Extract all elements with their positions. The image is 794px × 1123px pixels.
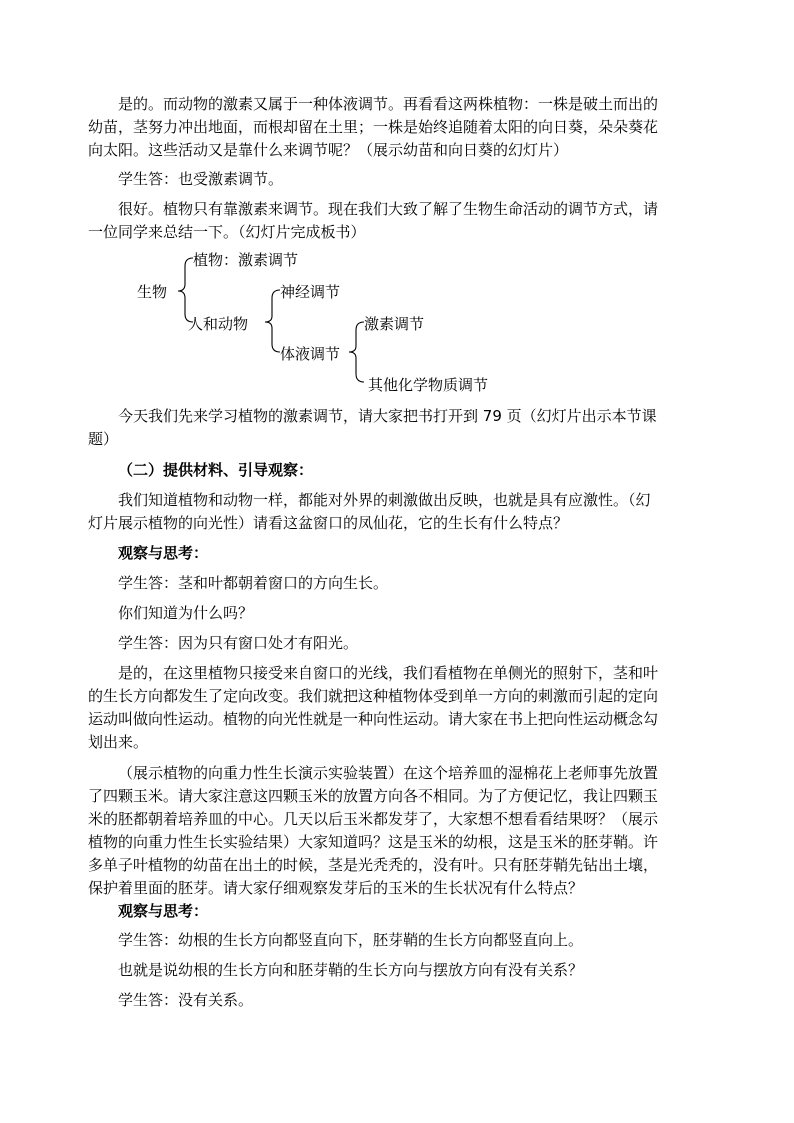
tree-plants-label: 植物：激素调节 (193, 251, 299, 269)
paragraph-10: （展示植物的向重力性生长演示实验装置）在这个培养皿的湿棉花上老师事先放置 了四颗玉米。请大家注意这四颗玉米的放置方向各不相同。为了方便记忆，我让四颗玉 米的胚都朝着培养皿的中心。几天以后玉米都发芽了，大家想不想看看结果呀？（展示 植物的向重力性生长实验结果）大家知道吗？这是玉米的幼根，这是玉米的胚芽鞘。许 多单子叶植物的幼苗在出土的时候，茎是光秃秃的，没有叶。只有胚芽鞘先钻出土壤， 保护着里面的胚芽。请大家仔细观察发芽后的玉米的生长状况有什么特点？ (88, 764, 659, 897)
paragraph-13: 学生答：没有关系。 (118, 991, 254, 1009)
paragraph-12: 也就是说幼根的生长方向和胚芽鞘的生长方向与摆放方向有没有关系？ (118, 961, 584, 979)
paragraph-5: 我们知道植物和动物一样，都能对外界的刺激做出反映，也就是具有应激性。（幻 灯片展示植物的向光性）请看这盆窗口的凤仙花，它的生长有什么特点？ (88, 491, 651, 532)
tree-humoral-label: 体液调节 (280, 345, 341, 363)
paragraph-8: 学生答：因为只有窗口处才有阳光。 (118, 634, 359, 652)
section-heading: （二）提供材料、引导观察： (118, 461, 314, 479)
paragraph-2: 学生答：也受激素调节。 (118, 170, 284, 188)
tree-humans-animals-label: 人和动物 (188, 315, 249, 333)
observe-think-heading-1: 观察与思考： (118, 544, 209, 562)
paragraph-3: 很好。植物只有靠激素来调节。现在我们大致了解了生物生命活动的调节方式，请 一位同学来总结一下。（幻灯片完成板书） (88, 200, 659, 241)
observe-think-heading-2: 观察与思考： (118, 902, 209, 920)
tree-hormone-label: 激素调节 (364, 315, 425, 333)
tree-nervous-label: 神经调节 (280, 283, 341, 301)
tree-other-chemical-label: 其他化学物质调节 (368, 376, 489, 394)
paragraph-4: 今天我们先来学习植物的激素调节，请大家把书打开到 79 页（幻灯片出示本节课 题） (88, 407, 657, 448)
bracket-humans-animals (265, 290, 280, 352)
tree-root-label: 生物 (137, 283, 168, 301)
bracket-humoral (349, 322, 364, 382)
paragraph-9: 是的，在这里植物只接受来自窗口的光线，我们看植物在单侧光的照射下，茎和叶 的生长方向都发生了定向改变。我们就把这种植物体受到单一方向的刺激而引起的定向 运动叫做向性运动。植物的向光性就是一种向性运动。请大家在书上把向性运动概念勾 划出来。 (88, 664, 659, 751)
bracket-root (178, 258, 193, 322)
paragraph-7: 你们知道为什么吗？ (118, 604, 254, 622)
paragraph-11: 学生答：幼根的生长方向都竖直向下，胚芽鞘的生长方向都竖直向上。 (118, 931, 584, 949)
paragraph-1: 是的。而动物的激素又属于一种体液调节。再看看这两株植物：一株是破土而出的 幼苗，茎努力冲出地面，而根却留在土里；一株是始终追随着太阳的向日葵，朵朵葵花 向太阳。这些活动又是靠什么来调节呢？（展示幼苗和向日葵的幻灯片） (88, 95, 659, 159)
paragraph-6: 学生答：茎和叶都朝着窗口的方向生长。 (118, 574, 389, 592)
